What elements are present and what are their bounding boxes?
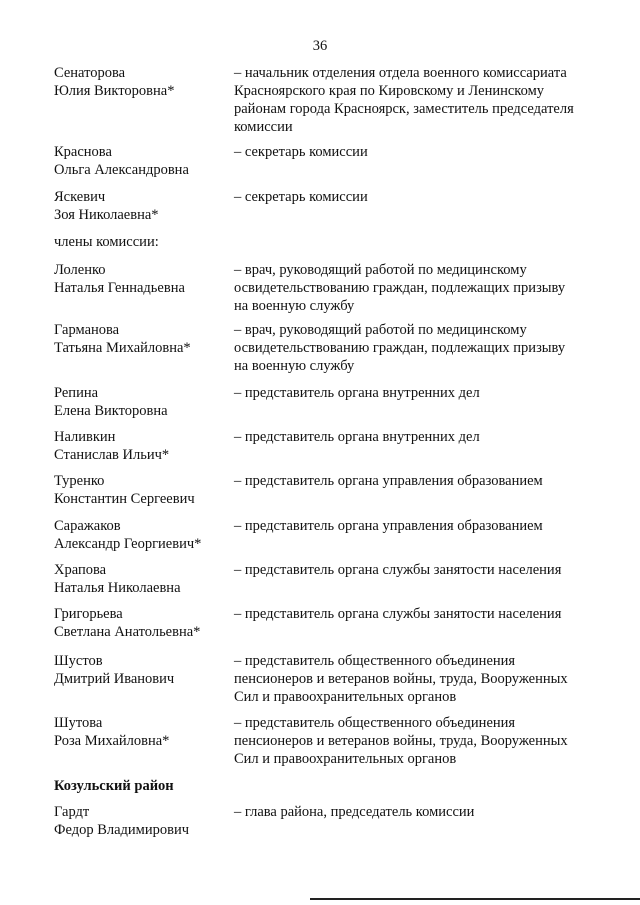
member-role: – представитель общественного объединения пенсионеров и ветеранов войны, труда, Вооруженных Сил и правоохранительных органов bbox=[234, 653, 568, 705]
member-role: – секретарь комиссии bbox=[234, 144, 368, 160]
member-role: – представитель органа управления образованием bbox=[234, 473, 543, 489]
member-role: – глава района, председатель комиссии bbox=[234, 804, 475, 820]
members-label: члены комиссии: bbox=[54, 234, 159, 250]
member-role: – врач, руководящий работой по медицинскому освидетельствованию граждан, подлежащих призыву на военную службу bbox=[234, 262, 566, 314]
member-name: Шутова Роза Михайловна* bbox=[54, 715, 170, 749]
member-role: – представитель органа управления образованием bbox=[234, 518, 543, 534]
member-role: – представитель органа внутренних дел bbox=[234, 429, 480, 445]
member-name: Шустов Дмитрий Иванович bbox=[54, 653, 175, 687]
member-name: Сенаторова Юлия Викторовна* bbox=[54, 65, 175, 99]
member-name: Саражаков Александр Георгиевич* bbox=[54, 518, 202, 552]
member-role: – представитель органа службы занятости населения bbox=[234, 606, 562, 622]
page-bottom-rule bbox=[310, 898, 640, 900]
member-role: – представитель органа службы занятости населения bbox=[234, 562, 562, 578]
member-name: Лоленко Наталья Геннадьевна bbox=[54, 262, 185, 296]
member-name: Храпова Наталья Николаевна bbox=[54, 562, 181, 596]
member-name: Туренко Константин Сергеевич bbox=[54, 473, 195, 507]
member-role: – врач, руководящий работой по медицинскому освидетельствованию граждан, подлежащих призыву на военную службу bbox=[234, 322, 566, 374]
member-role: – представитель органа внутренних дел bbox=[234, 385, 480, 401]
section-heading: Козульский район bbox=[54, 778, 174, 794]
member-role: – секретарь комиссии bbox=[234, 189, 368, 205]
member-role: – представитель общественного объединения пенсионеров и ветеранов войны, труда, Вооруженных Сил и правоохранительных органов bbox=[234, 715, 568, 767]
member-name: Гарманова Татьяна Михайловна* bbox=[54, 322, 191, 356]
member-name: Григорьева Светлана Анатольевна* bbox=[54, 606, 201, 640]
member-name: Яскевич Зоя Николаевна* bbox=[54, 189, 159, 223]
member-name: Репина Елена Викторовна bbox=[54, 385, 168, 419]
page-number: 36 bbox=[312, 38, 328, 54]
member-name: Наливкин Станислав Ильич* bbox=[54, 429, 170, 463]
member-role: – начальник отделения отдела военного комиссариата Красноярского края по Кировскому и Ленинскому районам города Красноярск, заместитель председателя комиссии bbox=[234, 65, 574, 135]
member-name: Гардт Федор Владимирович bbox=[54, 804, 190, 838]
member-name: Краснова Ольга Александровна bbox=[54, 144, 189, 178]
